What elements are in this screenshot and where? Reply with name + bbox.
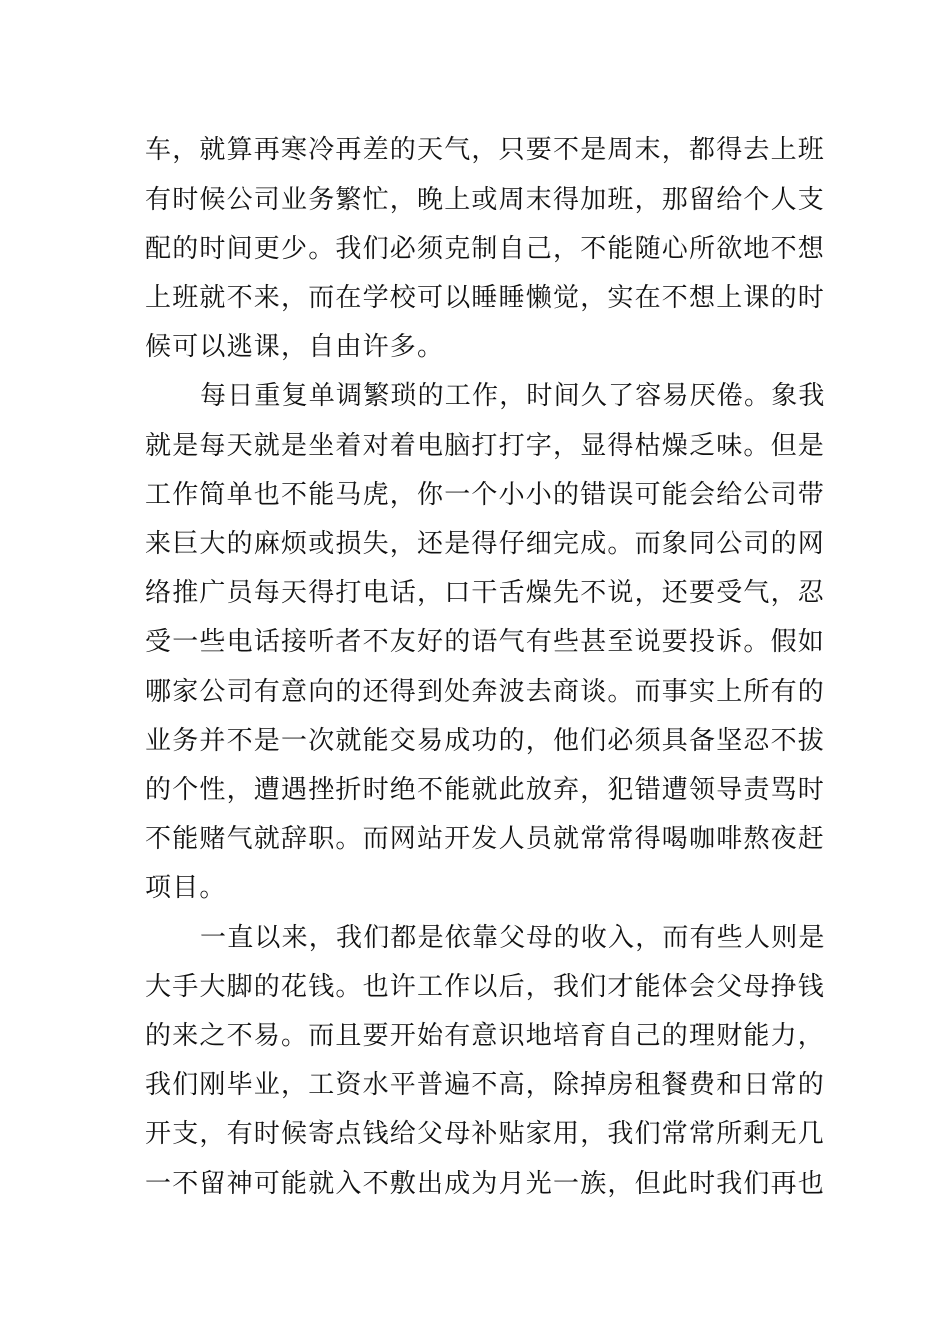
text-line: 一不留神可能就入不敷出成为月光一族，但此时我们再也 — [145, 1169, 826, 1199]
text-line: 上班就不来，而在学校可以睡睡懒觉，实在不想上课的时 — [145, 283, 826, 313]
paragraph-first-line: 每日重复单调繁琐的工作，时间久了容易厌倦。象我 — [200, 381, 826, 411]
text-line: 项目。 — [145, 873, 227, 903]
text-line: 大手大脚的花钱。也许工作以后，我们才能体会父母挣钱 — [145, 972, 826, 1002]
text-line: 开支，有时候寄点钱给父母补贴家用，我们常常所剩无几 — [145, 1119, 826, 1149]
text-line: 工作简单也不能马虎，你一个小小的错误可能会给公司带 — [145, 480, 826, 510]
text-line: 哪家公司有意向的还得到处奔波去商谈。而事实上所有的 — [145, 677, 826, 707]
text-line: 的来之不易。而且要开始有意识地培育自己的理财能力， — [145, 1021, 826, 1051]
text-line: 候可以逃课，自由许多。 — [145, 332, 445, 362]
text-line: 我们刚毕业，工资水平普遍不高，除掉房租餐费和日常的 — [145, 1070, 826, 1100]
text-line: 受一些电话接听者不友好的语气有些甚至说要投诉。假如 — [145, 627, 826, 657]
text-line: 车，就算再寒冷再差的天气，只要不是周末，都得去上班 — [145, 135, 826, 165]
text-line: 配的时间更少。我们必须克制自己，不能随心所欲地不想 — [145, 234, 826, 264]
text-line: 络推广员每天得打电话，口干舌燥先不说，还要受气，忍 — [145, 578, 826, 608]
text-line: 业务并不是一次就能交易成功的，他们必须具备坚忍不拔 — [145, 726, 826, 756]
text-line: 有时候公司业务繁忙，晚上或周末得加班，那留给个人支 — [145, 185, 826, 215]
text-line: 来巨大的麻烦或损失，还是得仔细完成。而象同公司的网 — [145, 529, 826, 559]
text-line: 就是每天就是坐着对着电脑打打字，显得枯燥乏味。但是 — [145, 431, 826, 461]
text-line: 不能赌气就辞职。而网站开发人员就常常得喝咖啡熬夜赶 — [145, 824, 826, 854]
paragraph-first-line: 一直以来，我们都是依靠父母的收入，而有些人则是 — [200, 923, 826, 953]
text-line: 的个性，遭遇挫折时绝不能就此放弃，犯错遭领导责骂时 — [145, 775, 826, 805]
